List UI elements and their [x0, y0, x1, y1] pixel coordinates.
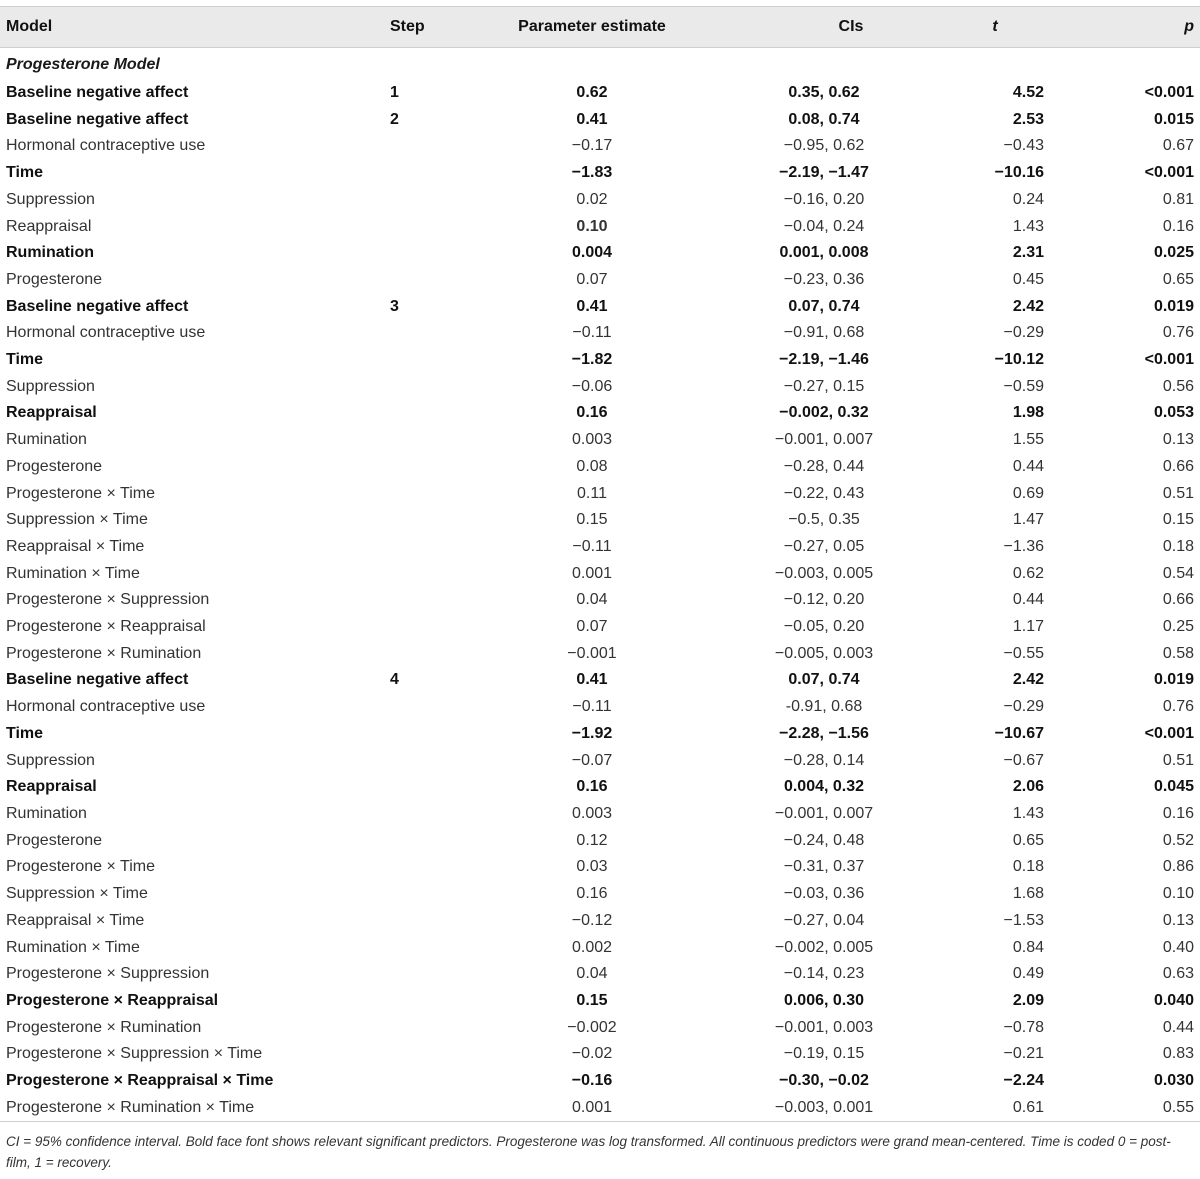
cell-step: 1: [390, 84, 399, 101]
cell-step: [384, 694, 476, 721]
cell-p: <0.001: [1144, 84, 1194, 101]
cell-t: 2.42: [1012, 671, 1044, 689]
section-row: [0, 48, 1200, 81]
cell-ci: 0.07, 0.74: [788, 671, 860, 689]
cell-t: 0.84: [1012, 938, 1044, 956]
cell-model: Baseline negative affect: [6, 84, 189, 101]
cell-ci: −2.19, −1.47: [779, 164, 869, 182]
cell-t: −2.24: [1003, 1072, 1044, 1090]
cell-step: [384, 774, 476, 801]
cell-p: 0.58: [1162, 644, 1194, 662]
cell-estimate: −0.02: [571, 1045, 613, 1063]
cell-estimate: 0.10: [576, 217, 608, 235]
cell-ci: −0.16, 0.20: [783, 190, 865, 208]
cell-p: <0.001: [1144, 351, 1194, 369]
cell-estimate: 0.16: [576, 778, 608, 796]
cell-model: Rumination: [6, 804, 87, 822]
table-row: [0, 748, 1200, 775]
header-p: p: [1050, 7, 1200, 48]
cell-p: 0.55: [1050, 1095, 1200, 1122]
cell-p: 0.16: [1162, 804, 1194, 822]
cell-estimate: 0.15: [576, 511, 608, 529]
cell-p: 0.44: [1162, 1018, 1194, 1036]
cell-ci: −0.30, −0.02: [779, 1072, 869, 1090]
cell-ci: −0.14, 0.23: [783, 965, 865, 983]
cell-p: 0.10: [1162, 885, 1194, 903]
cell-p: 0.52: [1162, 831, 1194, 849]
header-step: Step: [384, 7, 476, 48]
table-row: [0, 374, 1200, 401]
cell-p: 0.76: [1162, 324, 1194, 342]
header-cis: CIs: [708, 7, 940, 48]
cell-step: [384, 1095, 476, 1122]
cell-ci: −0.23, 0.36: [783, 270, 865, 288]
table-row: [0, 187, 1200, 214]
cell-model: Hormonal contraceptive use: [6, 698, 206, 716]
header-estimate: Parameter estimate: [476, 7, 708, 48]
cell-model: Progesterone × Time: [6, 858, 155, 876]
cell-estimate: 0.15: [576, 991, 608, 1009]
cell-model: Rumination × Time: [6, 564, 140, 582]
cell-t: 1.47: [1012, 511, 1044, 529]
cell-t: 2.31: [1012, 244, 1044, 262]
cell-step: [384, 160, 476, 187]
cell-ci: −0.12, 0.20: [783, 591, 865, 609]
cell-p: 0.025: [1153, 244, 1194, 262]
table-row: [0, 801, 1200, 828]
cell-model: Progesterone: [6, 457, 103, 475]
cell-t: 1.55: [1012, 431, 1044, 449]
cell-estimate: 0.001: [476, 1095, 708, 1122]
cell-model: Progesterone × Time: [6, 484, 155, 502]
cell-ci: 0.07, 0.74: [788, 297, 860, 315]
cell-model: Progesterone × Rumination × Time: [0, 1095, 384, 1122]
cell-t: 0.49: [1012, 965, 1044, 983]
cell-t: 0.45: [1012, 270, 1044, 288]
cell-ci: −0.001, 0.007: [774, 804, 874, 822]
cell-model: Suppression × Time: [6, 511, 148, 529]
cell-t: 0.62: [1012, 564, 1044, 582]
cell-p: 0.13: [1162, 911, 1194, 929]
cell-p: 0.019: [1153, 671, 1194, 689]
cell-p: 0.15: [1162, 511, 1194, 529]
cell-p: 0.66: [1162, 457, 1194, 475]
table-row: [0, 240, 1200, 267]
table-row: [0, 1068, 1200, 1095]
table-header: [0, 7, 1200, 48]
cell-p: <0.001: [1144, 164, 1194, 182]
cell-t: 0.44: [1012, 591, 1044, 609]
cell-step: [384, 374, 476, 401]
table-row: [0, 721, 1200, 748]
cell-ci: 0.004, 0.32: [783, 778, 865, 796]
cell-model: Baseline negative affect: [6, 297, 189, 315]
cell-estimate: 0.001: [571, 564, 613, 582]
table-row: [0, 534, 1200, 561]
table-row: [0, 854, 1200, 881]
cell-p: 0.51: [1162, 484, 1194, 502]
cell-ci: −0.003, 0.005: [774, 564, 874, 582]
cell-step: [384, 908, 476, 935]
cell-model: Suppression: [6, 751, 95, 769]
cell-estimate: −0.001: [567, 644, 617, 662]
cell-step: [384, 400, 476, 427]
cell-model: Baseline negative affect: [6, 671, 189, 689]
cell-step: [384, 614, 476, 641]
cell-estimate: 0.41: [576, 671, 608, 689]
cell-ci: −0.28, 0.44: [783, 457, 865, 475]
cell-step: [384, 721, 476, 748]
table-row: [0, 400, 1200, 427]
table-row: [0, 774, 1200, 801]
table-row: [0, 614, 1200, 641]
cell-ci: −2.28, −1.56: [779, 724, 869, 742]
cell-t: −1.36: [1003, 537, 1044, 555]
cell-model: Progesterone × Reappraisal × Time: [6, 1072, 274, 1090]
table-row: [0, 641, 1200, 668]
cell-model: Hormonal contraceptive use: [6, 324, 206, 342]
cell-step: [384, 801, 476, 828]
cell-step: [384, 187, 476, 214]
cell-step: [384, 881, 476, 908]
cell-model: Time: [6, 351, 44, 369]
table-row: [0, 1095, 1200, 1122]
cell-ci: −0.03, 0.36: [783, 885, 865, 903]
cell-ci: 0.001, 0.008: [779, 244, 869, 262]
table-row: [0, 1041, 1200, 1068]
cell-t: 0.61: [940, 1095, 1050, 1122]
cell-t: −0.29: [1003, 698, 1044, 716]
cell-ci: −0.5, 0.35: [788, 511, 860, 529]
cell-t: −10.67: [994, 724, 1044, 742]
cell-p: 0.16: [1162, 217, 1194, 235]
cell-t: 1.17: [1012, 618, 1044, 636]
cell-ci: −0.001, 0.007: [774, 431, 874, 449]
table-row: [0, 347, 1200, 374]
cell-ci: −0.27, 0.15: [783, 377, 865, 395]
table-row: [0, 427, 1200, 454]
cell-ci: 0.35, 0.62: [788, 84, 860, 101]
cell-estimate: 0.04: [576, 965, 608, 983]
cell-step: [384, 133, 476, 160]
cell-p: 0.040: [1153, 991, 1194, 1009]
cell-p: 0.56: [1162, 377, 1194, 395]
table-row: [0, 160, 1200, 187]
results-table: [0, 6, 1200, 1122]
cell-step: 4: [390, 671, 399, 689]
header-row: [0, 7, 1200, 48]
cell-estimate: 0.03: [576, 858, 608, 876]
cell-step: [384, 1015, 476, 1042]
cell-step: [384, 427, 476, 454]
cell-step: [384, 587, 476, 614]
cell-step: [384, 1041, 476, 1068]
cell-model: Rumination: [6, 244, 94, 262]
cell-estimate: 0.002: [571, 938, 613, 956]
table-row: [0, 320, 1200, 347]
cell-step: [384, 481, 476, 508]
table-row: [0, 935, 1200, 962]
cell-step: [384, 935, 476, 962]
cell-estimate: 0.11: [577, 484, 607, 502]
cell-step: [384, 320, 476, 347]
table-row: [0, 294, 1200, 321]
cell-step: [384, 507, 476, 534]
cell-ci: −0.003, 0.001: [708, 1095, 940, 1122]
cell-p: 0.18: [1162, 537, 1194, 555]
cell-estimate: 0.41: [576, 110, 608, 128]
cell-ci: −0.04, 0.24: [783, 217, 865, 235]
cell-p: 0.40: [1162, 938, 1194, 956]
cell-t: 4.52: [1012, 84, 1044, 101]
table-row: [0, 961, 1200, 988]
cell-step: [384, 828, 476, 855]
cell-estimate: 0.16: [576, 404, 608, 422]
cell-estimate: −0.16: [571, 1072, 613, 1090]
cell-estimate: 0.004: [571, 244, 613, 262]
cell-estimate: 0.003: [571, 804, 613, 822]
table-row: [0, 267, 1200, 294]
cell-ci: -0.91, 0.68: [785, 698, 863, 716]
cell-t: −0.21: [1003, 1045, 1044, 1063]
cell-estimate: 0.07: [576, 618, 608, 636]
cell-t: 0.65: [1012, 831, 1044, 849]
cell-p: 0.25: [1162, 618, 1194, 636]
cell-ci: −0.95, 0.62: [783, 137, 865, 155]
cell-p: 0.66: [1162, 591, 1194, 609]
cell-t: 2.09: [1012, 991, 1044, 1009]
table-row: [0, 214, 1200, 241]
cell-model: Progesterone: [6, 270, 103, 288]
cell-t: 1.43: [1012, 804, 1044, 822]
cell-p: 0.86: [1162, 858, 1194, 876]
cell-estimate: −1.82: [571, 351, 613, 369]
cell-p: 0.54: [1162, 564, 1194, 582]
cell-p: 0.76: [1162, 698, 1194, 716]
cell-estimate: 0.003: [571, 431, 613, 449]
cell-t: 0.44: [1012, 457, 1044, 475]
cell-p: 0.67: [1162, 137, 1194, 155]
cell-estimate: −0.11: [572, 537, 612, 555]
cell-model: Suppression: [6, 377, 95, 395]
cell-estimate: −0.002: [567, 1018, 617, 1036]
cell-step: [384, 534, 476, 561]
cell-estimate: −1.92: [571, 724, 613, 742]
cell-step: [384, 988, 476, 1015]
cell-model: Progesterone × Suppression: [6, 591, 210, 609]
cell-t: 0.18: [1012, 858, 1044, 876]
cell-p: 0.13: [1162, 431, 1194, 449]
cell-model: Progesterone × Rumination: [6, 1018, 202, 1036]
cell-ci: −0.001, 0.003: [774, 1018, 874, 1036]
cell-t: 1.43: [1012, 217, 1044, 235]
cell-t: 0.24: [1012, 190, 1044, 208]
table-row: [0, 587, 1200, 614]
cell-t: 0.69: [1012, 484, 1044, 502]
cell-ci: −0.002, 0.005: [774, 938, 874, 956]
cell-model: Rumination: [6, 431, 87, 449]
header-model: Model: [0, 7, 384, 48]
cell-p: 0.015: [1153, 110, 1194, 128]
cell-model: Reappraisal: [6, 778, 97, 796]
cell-estimate: 0.41: [576, 297, 608, 315]
cell-step: 3: [390, 297, 399, 315]
cell-estimate: −0.11: [572, 698, 612, 716]
cell-t: −0.67: [1003, 751, 1044, 769]
cell-ci: −0.27, 0.04: [783, 911, 865, 929]
cell-model: Time: [6, 164, 44, 182]
cell-estimate: −1.83: [571, 164, 613, 182]
cell-model: Suppression × Time: [6, 885, 148, 903]
cell-t: 2.42: [1012, 297, 1044, 315]
table-row: [0, 107, 1200, 134]
cell-t: −0.29: [1003, 324, 1044, 342]
cell-t: −1.53: [1003, 911, 1044, 929]
cell-p: <0.001: [1144, 724, 1194, 742]
cell-ci: 0.006, 0.30: [783, 991, 865, 1009]
cell-step: 2: [390, 110, 399, 128]
table-row: [0, 133, 1200, 160]
cell-model: Progesterone × Suppression: [6, 965, 210, 983]
table-row: [0, 1015, 1200, 1042]
cell-model: Reappraisal × Time: [6, 537, 145, 555]
cell-estimate: −0.12: [571, 911, 613, 929]
table-row: [0, 80, 1200, 107]
table-body: [0, 48, 1200, 1122]
cell-ci: −0.005, 0.003: [774, 644, 874, 662]
cell-ci: −0.24, 0.48: [783, 831, 865, 849]
cell-step: [384, 454, 476, 481]
cell-step: [384, 561, 476, 588]
cell-ci: −2.19, −1.46: [779, 351, 869, 369]
cell-ci: 0.08, 0.74: [788, 110, 860, 128]
cell-model: Reappraisal: [6, 404, 97, 422]
cell-ci: −0.31, 0.37: [783, 858, 865, 876]
section-title: Progesterone Model: [6, 56, 160, 73]
table-row: [0, 561, 1200, 588]
cell-estimate: 0.62: [576, 84, 608, 101]
table-row: [0, 454, 1200, 481]
cell-step: [384, 347, 476, 374]
cell-t: −0.43: [1003, 137, 1044, 155]
cell-p: 0.053: [1153, 404, 1194, 422]
cell-step: [384, 854, 476, 881]
cell-model: Hormonal contraceptive use: [6, 137, 206, 155]
cell-ci: −0.28, 0.14: [783, 751, 865, 769]
cell-t: 1.98: [1012, 404, 1044, 422]
cell-step: [384, 1068, 476, 1095]
cell-ci: −0.27, 0.05: [783, 537, 865, 555]
cell-ci: −0.91, 0.68: [783, 324, 865, 342]
cell-estimate: 0.02: [576, 190, 608, 208]
table-row: [0, 481, 1200, 508]
cell-step: [384, 641, 476, 668]
cell-p: 0.81: [1162, 190, 1194, 208]
cell-t: 2.06: [1012, 778, 1044, 796]
cell-estimate: 0.16: [576, 885, 608, 903]
cell-model: Time: [6, 724, 44, 742]
cell-p: 0.51: [1162, 751, 1194, 769]
table-row: [0, 828, 1200, 855]
cell-estimate: −0.17: [571, 137, 613, 155]
cell-p: 0.63: [1162, 965, 1194, 983]
cell-model: Progesterone: [6, 831, 103, 849]
cell-model: Progesterone × Reappraisal: [6, 618, 206, 636]
cell-ci: −0.22, 0.43: [783, 484, 865, 502]
cell-model: Progesterone × Rumination: [6, 644, 202, 662]
cell-p: 0.019: [1153, 297, 1194, 315]
cell-model: Suppression: [6, 190, 95, 208]
cell-t: −0.78: [1003, 1018, 1044, 1036]
cell-t: 2.53: [1012, 110, 1044, 128]
cell-step: [384, 267, 476, 294]
cell-estimate: 0.07: [576, 270, 608, 288]
cell-t: −0.59: [1003, 377, 1044, 395]
header-t: t: [940, 7, 1050, 48]
cell-model: Reappraisal × Time: [6, 911, 145, 929]
cell-model: Reappraisal: [6, 217, 92, 235]
cell-estimate: −0.11: [572, 324, 612, 342]
cell-step: [384, 214, 476, 241]
cell-p: 0.045: [1153, 778, 1194, 796]
cell-model: Progesterone × Reappraisal: [6, 991, 219, 1009]
table-row: [0, 694, 1200, 721]
cell-model: Baseline negative affect: [6, 110, 189, 128]
cell-p: 0.65: [1162, 270, 1194, 288]
cell-step: [384, 240, 476, 267]
cell-ci: −0.002, 0.32: [779, 404, 869, 422]
cell-ci: −0.19, 0.15: [783, 1045, 865, 1063]
cell-ci: −0.05, 0.20: [783, 618, 865, 636]
table-row: [0, 881, 1200, 908]
cell-estimate: 0.12: [576, 831, 608, 849]
table-row: [0, 908, 1200, 935]
table-footnote: CI = 95% confidence interval. Bold face font shows relevant significant predictors. Progesterone was log transformed. All continuous predictors were grand mean-centered. Time is coded 0 = post-film, 1 = recovery.: [6, 1134, 1171, 1170]
table-row: [0, 988, 1200, 1015]
cell-estimate: 0.04: [576, 591, 608, 609]
cell-estimate: 0.08: [576, 457, 608, 475]
cell-step: [384, 748, 476, 775]
cell-t: −10.16: [994, 164, 1044, 182]
cell-estimate: −0.07: [571, 751, 613, 769]
cell-model: Rumination × Time: [6, 938, 140, 956]
cell-p: 0.030: [1153, 1072, 1194, 1090]
cell-p: 0.83: [1162, 1045, 1194, 1063]
cell-model: Progesterone × Suppression × Time: [6, 1045, 263, 1063]
cell-estimate: −0.06: [571, 377, 613, 395]
cell-t: −10.12: [994, 351, 1044, 369]
cell-t: −0.55: [1003, 644, 1044, 662]
cell-step: [384, 961, 476, 988]
cell-t: 1.68: [1012, 885, 1044, 903]
table-row: [0, 667, 1200, 694]
table-row: [0, 507, 1200, 534]
